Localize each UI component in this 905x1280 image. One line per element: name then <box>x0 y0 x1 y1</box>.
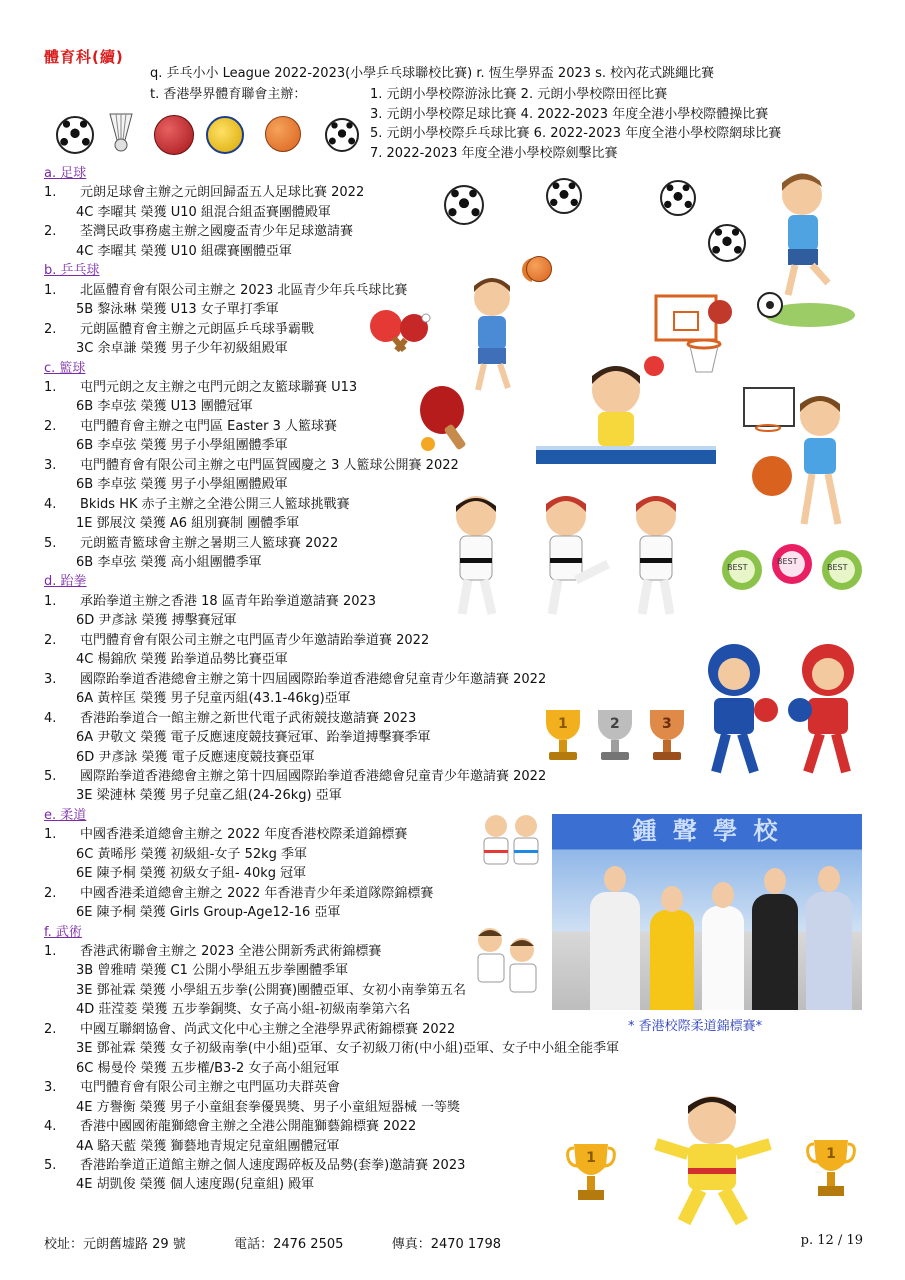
event-name: 北區體育會有限公司主辦之 2023 北區青少年兵乓球比賽 <box>80 282 408 298</box>
footer-fax: 傳真：2470 1798 <box>391 1237 501 1252</box>
basketball-boy-illustration <box>452 258 532 398</box>
event-number: 5. <box>44 1157 57 1173</box>
event-line <box>44 457 459 475</box>
event-line <box>44 671 546 689</box>
award-line: 4E 胡凱俊 榮獲 個人速度踢(兒童組) 殿軍 <box>76 1177 315 1193</box>
page-heading: 體育科(續) <box>44 48 124 66</box>
judo-kids-illustration <box>474 812 548 878</box>
event-name: 屯門元朗之友主辦之屯門元朗之友籃球聯賽 U13 <box>80 379 358 395</box>
soccer-ball-icon <box>56 116 94 154</box>
award-line: 4C 楊錦欣 榮獲 跆拳道品勢比賽亞軍 <box>76 652 288 668</box>
award-line: 6A 黃梓匡 榮獲 男子兒童丙組(43.1-46kg)亞軍 <box>76 691 351 707</box>
event-line <box>44 496 350 514</box>
event-number: 3. <box>44 457 57 473</box>
taekwondo-kids-illustration <box>432 490 702 620</box>
event-name: 香港武術聯會主辦之 2023 全港公開新秀武術錦標賽 <box>80 944 382 959</box>
event-name: 中國香港柔道總會主辦之 2022 年度香港校際柔道錦標賽 <box>80 827 408 843</box>
award-line: 6D 尹彥詠 榮獲 電子反應速度競技賽亞軍 <box>76 749 315 765</box>
event-name: 屯門體育會有限公司主辦之屯門區功夫群英會 <box>80 1080 341 1096</box>
event-number: 1. <box>44 593 57 609</box>
event-name: 荃灣民政事務處主辦之國慶盃青少年足球邀請賽 <box>80 224 354 240</box>
trophy-icon: 3 <box>644 710 690 766</box>
event-name: 香港中國國術龍獅總會主辦之全港公開龍獅藝錦標賽 2022 <box>80 1119 417 1135</box>
best-ribbons-icon <box>720 544 870 614</box>
intro-t-label: t. 香港學界體育聯會主辦： <box>150 87 307 102</box>
event-number: 3. <box>44 671 57 687</box>
award-line: 6C 楊曼伶 榮獲 五步權/B3-2 女子高小組冠軍 <box>76 1060 340 1076</box>
basketball-icon <box>526 256 552 282</box>
event-line <box>44 418 337 436</box>
award-line: 6A 尹敬文 榮獲 電子反應速度競技賽冠軍、跆拳道搏擊賽季軍 <box>76 730 431 746</box>
trophy-icon <box>566 1140 616 1208</box>
event-name: 元朗籃青籃球會主辦之暑期三人籃球賽 2022 <box>80 535 339 551</box>
award-line: 4C 李曜其 榮獲 U10 組混合組盃賽團體殿軍 <box>76 204 331 220</box>
event-number: 2. <box>44 224 57 240</box>
event-name: 屯門體育會有限公司主辦之屯門區青少年邀請跆拳道賽 2022 <box>80 632 430 648</box>
event-line <box>44 321 314 339</box>
soccer-player-illustration <box>740 165 860 330</box>
event-line <box>44 943 381 961</box>
event-number: 1. <box>44 379 57 395</box>
event-line <box>44 184 364 202</box>
event-line <box>44 768 546 786</box>
intro-line-1: q. 乒乓小小 League 2022-2023(小學乒乓球聯校比賽) r. 恆生學界盃 2023 s. 校內花式跳繩比賽 <box>150 66 715 81</box>
award-line: 4E 方譽衡 榮獲 男子小童組套拳優異獎、男子小童組短器械 一等獎 <box>76 1099 461 1115</box>
event-number: 1. <box>44 185 57 201</box>
section-title: c. 籃球 <box>44 360 86 376</box>
basketball-hoop-icon <box>652 292 732 382</box>
award-line: 6D 尹彥詠 榮獲 搏擊賽冠軍 <box>76 613 237 629</box>
event-name: 香港跆拳道正道館主辦之個人速度踢碎板及品勢(套拳)邀請賽 2023 <box>80 1157 466 1173</box>
award-line: 3E 梁漣林 榮獲 男子兒童乙組(24-26kg) 亞軍 <box>76 788 342 804</box>
event-number: 1. <box>44 282 57 298</box>
event-name: 中國互聯網協會、尚武文化中心主辦之全港學界武術錦標賽 2022 <box>80 1021 456 1037</box>
event-name: 香港跆拳道合一館主辦之新世代電子武術競技邀請賽 2023 <box>80 710 417 726</box>
event-number: 4. <box>44 496 57 512</box>
event-name: 國際跆拳道香港總會主辦之第十四屆國際跆拳道香港總會兒童青少年邀請賽 2022 <box>80 671 547 687</box>
judo-award-photo <box>552 814 862 1010</box>
event-number: 5. <box>44 768 57 784</box>
basketball-player-illustration <box>742 384 862 540</box>
award-line: 3B 曾雅晴 榮獲 C1 公開小學組五步拳團體季軍 <box>76 963 349 979</box>
intro-t-item: 1. 元朗小學校際游泳比賽 2. 元朗小學校際田徑比賽 <box>370 87 668 102</box>
event-number: 5. <box>44 535 57 551</box>
event-number: 2. <box>44 418 57 434</box>
svg-text:1: 1 <box>586 1150 596 1166</box>
award-line: 4C 李曜其 榮獲 U10 組碟賽團體亞軍 <box>76 243 292 259</box>
event-line <box>44 223 353 241</box>
svg-text:1: 1 <box>826 1146 836 1162</box>
event-name: 屯門體育會主辦之屯門區 Easter 3 人籃球賽 <box>80 418 338 434</box>
section-title: b. 乒乓球 <box>44 263 100 279</box>
trophy-icon <box>806 1136 856 1204</box>
soccer-ball-icon <box>444 185 484 225</box>
soccer-ball-icon <box>546 178 582 214</box>
event-number: 3. <box>44 1080 57 1096</box>
footer <box>44 1233 501 1252</box>
footer-phone: 電話：2476 2505 <box>234 1237 344 1252</box>
intro-t-item: 7. 2022-2023 年度全港小學校際劍擊比賽 <box>370 146 618 161</box>
event-line <box>44 1079 340 1097</box>
event-name: 國際跆拳道香港總會主辦之第十四屆國際跆拳道香港總會兒童青少年邀請賽 2022 <box>80 768 547 784</box>
soccer-ball-icon <box>660 180 696 216</box>
event-line <box>44 535 338 553</box>
table-tennis-paddle-icon <box>416 384 472 454</box>
trophies-row <box>540 710 690 770</box>
event-name: 元朗足球會主辦之元朗回歸盃五人足球比賽 2022 <box>80 185 365 201</box>
shuttlecock-icon <box>106 112 136 154</box>
best-label: BEST <box>777 557 798 566</box>
award-line: 3E 鄧祉霖 榮獲 小學組五步拳(公開賽)團體亞軍、女初小南拳第五名 <box>76 982 467 998</box>
event-line <box>44 1021 455 1039</box>
kungfu-boy-illustration <box>650 1090 780 1230</box>
award-line: 6B 李卓弦 榮獲 高小組團體季軍 <box>76 555 262 570</box>
award-line: 6B 李卓弦 榮獲 U13 團體冠軍 <box>76 399 253 415</box>
event-name: 中國香港柔道總會主辦之 2022 年香港青少年柔道隊際錦標賽 <box>80 885 434 901</box>
event-line <box>44 826 407 844</box>
event-name: 元朗區體育會主辦之元朗區乒乓球爭霸戰 <box>80 321 315 337</box>
page-number: p. 12 / 19 <box>800 1233 863 1248</box>
photo-banner-text: 鍾 聲 學 校 <box>632 817 782 845</box>
event-name: Bkids HK 赤子主辦之全港公開三人籃球挑戰賽 <box>80 496 350 512</box>
event-line <box>44 1118 416 1136</box>
cricket-ball-icon <box>154 115 194 155</box>
event-line <box>44 379 357 397</box>
event-name: 承跆拳道主辦之香港 18 區青年跆拳道邀請賽 2023 <box>80 593 377 609</box>
event-name: 屯門體育會有限公司主辦之屯門區賀國慶之 3 人籃球公開賽 2022 <box>80 457 459 473</box>
intro-t-item: 3. 元朗小學校際足球比賽 4. 2022-2023 年度全港小學校際體操比賽 <box>370 107 769 122</box>
event-line <box>44 1157 465 1175</box>
event-line <box>44 885 433 903</box>
award-line: 6C 黃晞彤 榮獲 初級組-女子 52kg 季軍 <box>76 846 308 862</box>
footer-address: 校址：元朗舊墟路 29 號 <box>44 1237 186 1252</box>
section-title: e. 柔道 <box>44 807 87 823</box>
trophy-icon: 2 <box>592 710 638 766</box>
section-title: f. 武術 <box>44 924 82 940</box>
award-line: 1E 鄧展汶 榮獲 A6 組別賽制 團體季軍 <box>76 516 300 532</box>
section-title: d. 跆拳 <box>44 574 87 590</box>
best-label: BEST <box>727 563 748 572</box>
event-line <box>44 632 429 650</box>
event-line <box>44 710 416 728</box>
event-number: 2. <box>44 1021 57 1037</box>
section-title: a. 足球 <box>44 166 87 181</box>
photo-caption: * 香港校際柔道錦標賽* <box>628 1019 763 1034</box>
award-line: 6B 李卓弦 榮獲 男子小學組團體殿軍 <box>76 477 288 493</box>
soccer-ball-icon <box>325 118 359 152</box>
event-number: 2. <box>44 885 57 901</box>
event-line <box>44 282 407 300</box>
event-number: 2. <box>44 321 57 337</box>
best-label: BEST <box>827 563 848 572</box>
trophy-icon: 1 <box>540 710 586 766</box>
event-number: 4. <box>44 710 57 726</box>
award-line: 6E 陳予桐 榮獲 初級女子組- 40kg 冠軍 <box>76 866 307 882</box>
award-line: 6E 陳予桐 榮獲 Girls Group-Age12-16 亞軍 <box>76 905 341 921</box>
award-line: 3E 鄧祉霖 榮獲 女子初級南拳(中小組)亞軍、女子初級刀術(中小組)亞軍、女子中小組全能季軍 <box>76 1041 620 1057</box>
award-line: 3C 余卓謙 榮獲 男子少年初級組殿軍 <box>76 341 288 357</box>
basketball-icon <box>265 116 301 152</box>
award-line: 4D 莊滢菱 榮獲 五步拳銅獎、女子高小組-初級南拳第六名 <box>76 1002 411 1018</box>
volleyball-icon <box>206 116 244 154</box>
award-line: 6B 李卓弦 榮獲 男子小學組團體季軍 <box>76 438 288 454</box>
intro-t-item: 5. 元朗小學校際乒乓球比賽 6. 2022-2023 年度全港小學校際網球比賽 <box>370 126 782 141</box>
award-line: 5B 黎泳琳 榮獲 U13 女子單打季軍 <box>76 302 279 318</box>
martial-arts-kids-illustration <box>466 924 546 1000</box>
event-line <box>44 593 376 611</box>
ping-pong-paddles-icon <box>366 306 436 356</box>
event-number: 1. <box>44 827 57 843</box>
boxing-kids-illustration <box>696 630 868 780</box>
event-number: 2. <box>44 632 57 648</box>
event-number: 1. <box>44 944 57 959</box>
event-number: 4. <box>44 1119 57 1135</box>
award-line: 4A 駱天藍 榮獲 獅藝地青規定兒童組團體冠軍 <box>76 1138 340 1154</box>
